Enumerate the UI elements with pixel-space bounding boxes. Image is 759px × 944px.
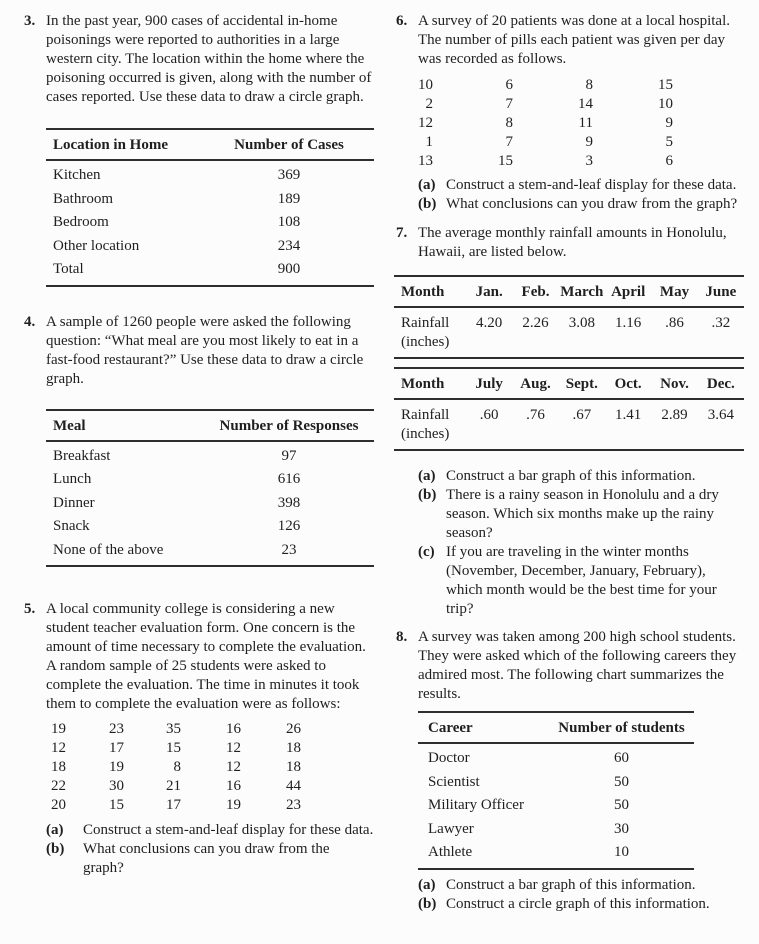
month-header: Dec.: [706, 376, 735, 392]
problem-3: [24, 12, 374, 287]
column-header-cases: Number of Cases: [234, 137, 344, 153]
table-row: [46, 515, 374, 539]
evaluation-times-grid: [46, 720, 374, 815]
data-value: 16: [226, 721, 241, 737]
data-value: 13: [418, 153, 433, 169]
data-value: 8: [585, 77, 593, 93]
part-label: (b): [418, 196, 437, 212]
problem-6-text: A survey of 20 patients was done at a local hospital. The number of pills each patient was given per day was recorded as follows.: [418, 13, 731, 67]
column-header-responses: Number of Responses: [219, 417, 359, 434]
part-a: [418, 467, 744, 486]
column-header-month: Month: [401, 376, 445, 392]
rainfall-value: 1.16: [615, 315, 642, 331]
row-value: 60: [614, 750, 629, 766]
row-label: Dinner: [53, 494, 95, 511]
table-header-row: [394, 369, 744, 400]
row-label: Athlete: [428, 844, 473, 860]
data-value: 30: [109, 778, 124, 794]
table-row: [46, 235, 374, 259]
rainfall-value: 4.20: [476, 315, 503, 331]
month-header: June: [705, 284, 737, 300]
problem-5: [24, 600, 374, 878]
rainfall-value: .67: [572, 407, 592, 423]
part-text: Construct a stem-and-leaf display for these data.: [83, 822, 374, 838]
data-value: 5: [665, 134, 673, 150]
row-value: 189: [277, 190, 301, 207]
problem-6-body: [418, 12, 744, 214]
problem-3-number: 3.: [24, 13, 36, 29]
data-value: 14: [578, 96, 593, 112]
table-rows: [46, 442, 374, 566]
problem-5-parts: [46, 821, 374, 878]
data-value: 15: [658, 77, 673, 93]
table-row: [418, 841, 694, 865]
part-a: [418, 176, 744, 195]
row-value: 50: [614, 797, 629, 813]
column-header-career: Career: [428, 720, 473, 736]
data-value: 19: [51, 721, 66, 737]
month-header: Nov.: [660, 376, 689, 392]
row-label-rainfall: [394, 314, 466, 352]
problem-7-text: The average monthly rainfall amounts in Honolulu, Hawaii, are listed below.: [418, 225, 727, 260]
table-rows: [418, 744, 694, 868]
table-row: [46, 492, 374, 516]
table-row: [46, 258, 374, 282]
data-value: 8: [173, 759, 181, 775]
data-value: 15: [109, 797, 124, 813]
row-label: Other location: [53, 237, 140, 254]
row-label: Bathroom: [53, 190, 113, 207]
rainfall-value: 1.41: [615, 407, 642, 423]
career-table: [418, 711, 694, 870]
pills-data-grid: [418, 76, 744, 171]
part-text: Construct a circle graph of this information.: [446, 895, 710, 912]
part-label: (a): [418, 876, 436, 893]
row-value: 369: [277, 167, 301, 183]
data-value: 22: [51, 778, 66, 794]
rainfall-value: .32: [711, 315, 731, 331]
row-value: 398: [277, 494, 301, 511]
table-header-row: [46, 130, 374, 161]
data-value: 18: [51, 759, 66, 775]
month-header: April: [611, 284, 646, 300]
data-value: 16: [226, 778, 241, 794]
rainfall-value: 2.26: [522, 315, 549, 331]
part-label: (c): [418, 544, 435, 560]
part-c: [418, 543, 744, 619]
part-a: [418, 876, 744, 895]
part-text: What conclusions can you draw from the graph?: [446, 196, 738, 212]
rainfall-value: .86: [665, 315, 684, 331]
data-value: 20: [51, 797, 66, 813]
table-row: [46, 539, 374, 563]
data-value: 7: [505, 96, 513, 112]
row-label: Lunch: [53, 471, 92, 487]
part-text: Construct a bar graph of this information.: [446, 876, 696, 893]
data-value: 9: [585, 134, 593, 150]
month-header: July: [475, 376, 503, 392]
row-label: Bedroom: [53, 214, 109, 230]
row-label-line1: Rainfall: [401, 315, 450, 331]
row-label: Scientist: [428, 773, 480, 790]
row-label-line2: (inches): [401, 426, 450, 442]
row-label: Kitchen: [53, 167, 101, 183]
rainfall-table-jan-june: [394, 275, 744, 359]
row-value: 900: [277, 261, 301, 277]
row-label: Military Officer: [428, 797, 524, 813]
data-value: 18: [286, 759, 301, 775]
month-header: Aug.: [520, 376, 551, 392]
table-data-row: [394, 308, 744, 357]
column-header-month: Month: [401, 284, 445, 300]
data-value: 15: [498, 153, 513, 169]
row-label-line2: (inches): [401, 334, 450, 350]
data-value: 8: [505, 115, 513, 131]
table-row: [46, 468, 374, 492]
part-text: There is a rainy season in Honolulu and a dry season. Which six months make up the rainy season?: [446, 487, 719, 541]
problem-6-number: 6.: [396, 13, 408, 29]
month-header: May: [659, 284, 690, 300]
data-value: 19: [109, 759, 124, 775]
data-value: 19: [226, 797, 241, 813]
table-data-row: [394, 400, 744, 449]
part-label: (a): [418, 468, 436, 484]
problem-6: [396, 12, 744, 214]
data-value: 35: [166, 721, 181, 737]
row-value: 234: [277, 237, 301, 254]
part-text: Construct a stem-and-leaf display for these data.: [446, 177, 737, 193]
table-rows: [46, 161, 374, 285]
rainfall-value: 3.08: [568, 315, 595, 331]
part-b: [46, 840, 374, 878]
row-value: 616: [277, 471, 301, 487]
data-value: 12: [226, 740, 241, 756]
table-row: [46, 188, 374, 212]
data-value: 12: [226, 759, 241, 775]
row-value: 30: [614, 820, 629, 837]
part-label: (b): [418, 487, 437, 503]
problem-4-body: [46, 313, 374, 568]
left-column: [24, 12, 374, 944]
part-text: If you are traveling in the winter months (November, December, January, February), which month would be the best time for your trip?: [446, 544, 717, 617]
data-value: 7: [505, 134, 513, 150]
table-row: [418, 747, 694, 771]
part-text: Construct a bar graph of this information.: [446, 468, 696, 484]
row-label: Snack: [53, 518, 90, 534]
data-value: 1: [425, 134, 433, 150]
data-value: 9: [665, 115, 673, 131]
row-label: Lawyer: [428, 820, 474, 837]
data-value: 2: [425, 96, 433, 112]
problem-7-number: 7.: [396, 225, 408, 241]
data-value: 3: [585, 153, 593, 169]
problem-8-body: [418, 628, 744, 914]
problem-7: [396, 224, 744, 619]
row-value: 97: [281, 447, 297, 464]
table-header-row: [418, 713, 694, 744]
part-text: What conclusions can you draw from the graph?: [83, 841, 330, 876]
table-row: [418, 794, 694, 818]
data-value: 12: [51, 740, 66, 756]
problem-4-number: 4.: [24, 313, 36, 330]
month-header: Sept.: [565, 376, 598, 392]
part-a: [46, 821, 374, 840]
problem-7-parts: [418, 467, 744, 619]
data-value: 23: [286, 797, 301, 813]
row-value: 50: [614, 773, 629, 790]
part-label: (a): [46, 822, 64, 838]
data-value: 21: [166, 778, 181, 794]
right-column: [396, 12, 744, 944]
problem-8-parts: [418, 876, 744, 914]
data-value: 23: [109, 721, 124, 737]
problem-4-text: A sample of 1260 people were asked the following question: “What meal are you most likely to eat in a fast-food restaurant?” Use these data to draw a circle graph.: [46, 313, 364, 387]
row-value: 108: [277, 214, 301, 230]
column-header-students: Number of students: [558, 720, 685, 736]
table-row: [46, 211, 374, 235]
table-row: [46, 164, 374, 188]
row-label-rainfall: [394, 406, 466, 444]
problem-5-body: [46, 600, 374, 878]
rainfall-value: 2.89: [661, 407, 688, 423]
data-value: 17: [166, 797, 181, 813]
data-value: 44: [286, 778, 301, 794]
data-value: 26: [286, 721, 301, 737]
column-header-meal: Meal: [53, 417, 86, 434]
row-label: Total: [53, 261, 84, 277]
problem-7-body: [401, 224, 744, 619]
problem-3-text: In the past year, 900 cases of accidental in-home poisonings were reported to authorities in a large western city. The location within the home where the poisoning occurred is given, along with the number of cases reported. Use these data to draw a circle graph.: [46, 13, 372, 105]
row-label: None of the above: [53, 541, 164, 558]
month-header: Oct.: [614, 376, 642, 392]
table-row: [418, 771, 694, 795]
part-b: [418, 486, 744, 543]
data-value: 10: [658, 96, 673, 112]
meal-responses-table: [46, 409, 374, 568]
data-value: 12: [418, 115, 433, 131]
part-label: (a): [418, 177, 436, 193]
data-value: 6: [665, 153, 673, 169]
table-header-row: [46, 411, 374, 442]
problem-5-text: A local community college is considering a new student teacher evaluation form. One concern is the amount of time necessary to complete the evaluation. A random sample of 25 students were asked to complete the evaluation. The time in minutes it took them to complete the evaluation were as follows:: [46, 601, 366, 712]
month-header: March: [560, 284, 604, 300]
part-label: (b): [46, 841, 65, 857]
column-header-location: Location in Home: [53, 137, 168, 153]
part-b: [418, 195, 744, 214]
table-row: [418, 818, 694, 842]
rainfall-table-july-dec: [394, 367, 744, 451]
row-value: 10: [614, 844, 629, 860]
problem-3-body: [46, 12, 374, 287]
row-value: 126: [277, 518, 301, 534]
part-label: (b): [418, 895, 437, 912]
problem-4: [24, 313, 374, 568]
problem-6-parts: [418, 176, 744, 214]
problem-8-number: 8.: [396, 629, 408, 645]
table-row: [46, 445, 374, 469]
data-value: 17: [109, 740, 124, 756]
data-value: 11: [578, 115, 593, 131]
row-label: Doctor: [428, 750, 470, 766]
data-value: 18: [286, 740, 301, 756]
problem-8-text: A survey was taken among 200 high school students. They were asked which of the following careers they admired most. The following chart summarizes the results.: [418, 629, 737, 702]
poisoning-location-table: [46, 128, 374, 287]
rainfall-value: .60: [479, 407, 499, 423]
data-value: 6: [505, 77, 513, 93]
rainfall-value: 3.64: [707, 407, 734, 423]
problem-8: [396, 628, 744, 914]
month-header: Feb.: [521, 284, 550, 300]
data-value: 10: [418, 77, 433, 93]
table-header-row: [394, 277, 744, 308]
data-value: 15: [166, 740, 181, 756]
row-value: 23: [281, 541, 297, 558]
problem-5-number: 5.: [24, 601, 36, 617]
row-label-line1: Rainfall: [401, 407, 450, 423]
rainfall-value: .76: [526, 407, 545, 423]
row-label: Breakfast: [53, 447, 111, 464]
month-header: Jan.: [475, 284, 503, 300]
part-b: [418, 895, 744, 914]
